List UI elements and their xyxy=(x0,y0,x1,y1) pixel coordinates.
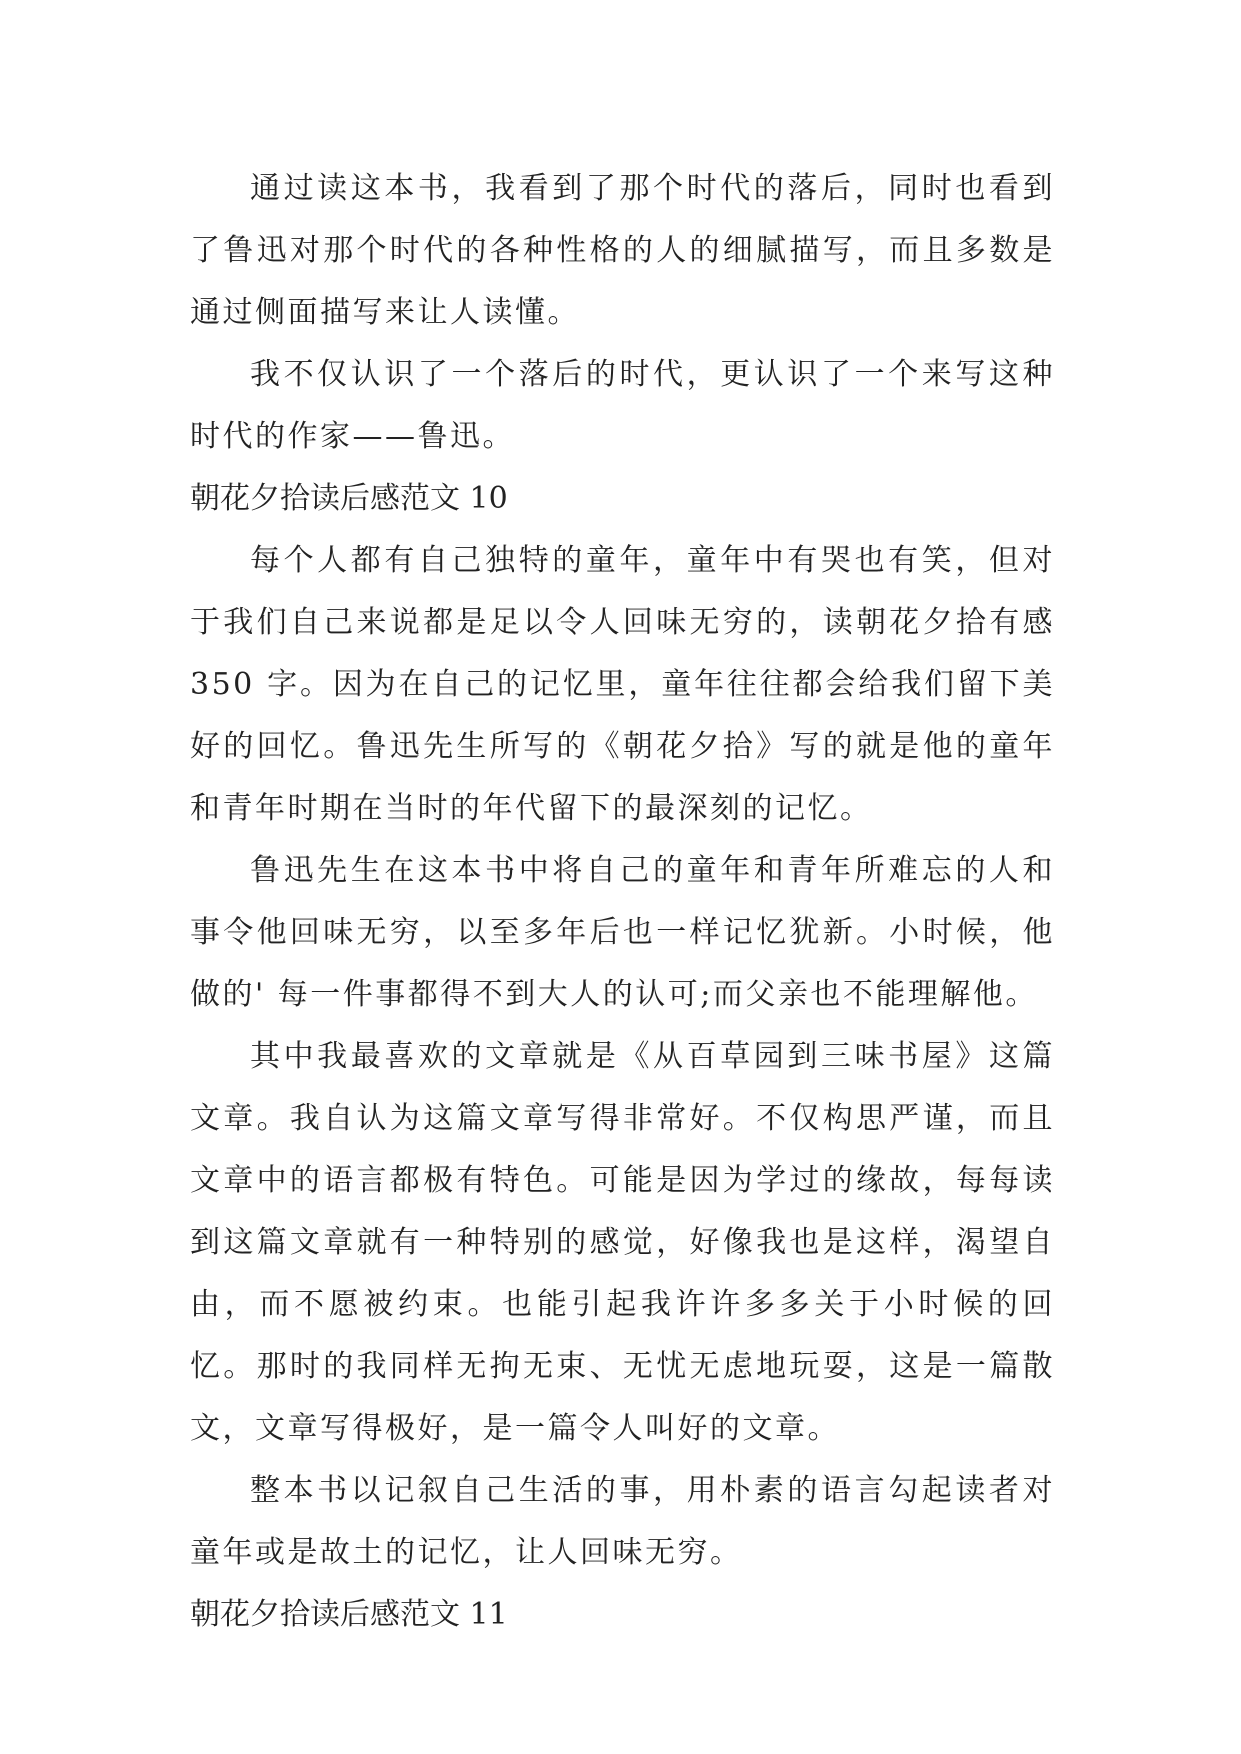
paragraph: 通过读这本书，我看到了那个时代的落后，同时也看到了鲁迅对那个时代的各种性格的人的细腻描写，而且多数是通过侧面描写来让人读懂。 xyxy=(190,171,1055,330)
section-heading: 朝花夕拾读后感范文 10 xyxy=(190,481,508,516)
paragraph: 我不仅认识了一个落后的时代，更认识了一个来写这种时代的作家——鲁迅。 xyxy=(190,357,1055,454)
paragraph: 每个人都有自己独特的童年，童年中有哭也有笑，但对于我们自己来说都是足以令人回味无穷的，读朝花夕拾有感 350 字。因为在自己的记忆里，童年往往都会给我们留下美好的回忆。鲁迅先生所写的《朝花夕拾》写的就是他的童年和青年时期在当时的年代留下的最深刻的记忆。 xyxy=(190,543,1055,826)
paragraph: 鲁迅先生在这本书中将自己的童年和青年所难忘的人和事令他回味无穷，以至多年后也一样记忆犹新。小时候，他做的' 每一件事都得不到大人的认可;而父亲也不能理解他。 xyxy=(190,853,1055,1012)
paragraph: 其中我最喜欢的文章就是《从百草园到三味书屋》这篇文章。我自认为这篇文章写得非常好。不仅构思严谨，而且文章中的语言都极有特色。可能是因为学过的缘故，每每读到这篇文章就有一种特别的感觉，好像我也是这样，渴望自由，而不愿被约束。也能引起我许许多多关于小时候的回忆。那时的我同样无拘无束、无忧无虑地玩耍，这是一篇散文，文章写得极好，是一篇令人叫好的文章。 xyxy=(190,1039,1055,1446)
section-heading: 朝花夕拾读后感范文 11 xyxy=(190,1597,508,1632)
document-body xyxy=(190,158,1055,1646)
paragraph: 整本书以记叙自己生活的事，用朴素的语言勾起读者对童年或是故土的记忆，让人回味无穷。 xyxy=(190,1473,1055,1570)
